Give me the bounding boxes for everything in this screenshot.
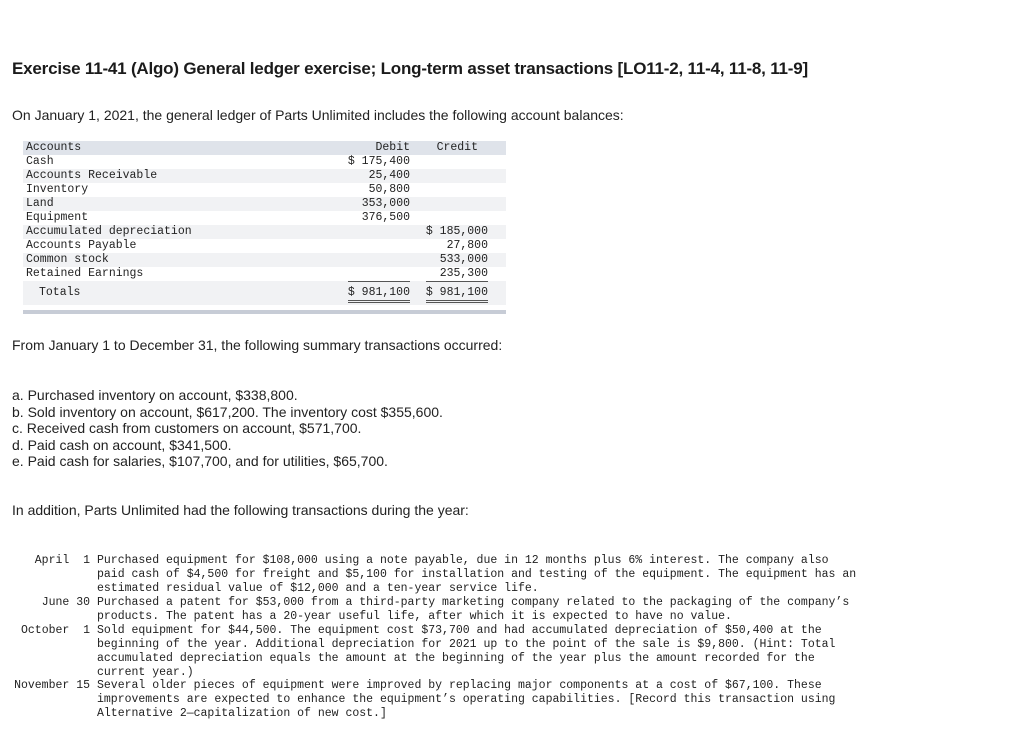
list-item: c. Received cash from customers on account, $571,700.	[12, 420, 362, 436]
transaction-date: October 1	[20, 624, 90, 637]
account-name: Equipment	[26, 211, 89, 224]
header-accounts: Accounts	[26, 141, 82, 154]
account-name: Accounts Receivable	[26, 169, 158, 182]
account-name: Land	[26, 197, 54, 210]
ledger-row	[23, 211, 506, 225]
list-item: d. Paid cash on account, $341,500.	[12, 436, 232, 453]
transaction-text: Sold equipment for $44,500. The equipment cost $73,700 and had accumulated depreciation of $50,400 at the beginning of the year. Additional depreciation for 2021 up to the point of the sale is $9,800. (Hint: Total accumulated depreciation equals the amount at the beginning of the year plus the amount recorded for the current year.)	[97, 624, 836, 679]
ledger-row	[23, 225, 506, 239]
ledger-bottom-border	[23, 310, 506, 314]
list-item: b. Sold inventory on account, $617,200. The inventory cost $355,600.	[12, 403, 443, 420]
ledger-header-row	[23, 141, 506, 155]
ledger-row	[23, 183, 506, 197]
transaction-text: Purchased a patent for $53,000 from a third-party marketing company related to the packaging of the company’s products. The patent has a 20-year useful life, after which it is expected to have no value.	[97, 596, 850, 623]
transaction-date: June 30	[41, 596, 90, 609]
credit-value: $ 185,000	[425, 225, 488, 238]
exercise-title: Exercise 11-41 (Algo) General ledger exercise; Long-term asset transactions [LO11-2, 11-4, 11-8, 11-9]	[12, 59, 808, 78]
summary-intro-text: From January 1 to December 31, the following summary transactions occurred:	[12, 337, 503, 353]
debit-value: 376,500	[361, 211, 410, 224]
credit-value: 27,800	[446, 239, 488, 252]
transaction-text: Several older pieces of equipment were improved by replacing major components at a cost of $67,100. These improvements are expected to enhance the equipment’s operating capabilities. [Record this transaction using Alternative 2—capitalization of new cost.]	[97, 679, 836, 720]
account-name: Common stock	[26, 253, 109, 266]
transaction-text: Purchased equipment for $108,000 using a note payable, due in 12 months plus 6% interest. The company also paid cash of $4,500 for freight and $5,100 for installation and testing of the equipment. The equipment has an estimated residual value of $12,000 and a ten-year service life.	[97, 554, 857, 595]
debit-value: 353,000	[361, 197, 410, 210]
ledger-row	[23, 197, 506, 211]
summary-transactions-list	[12, 387, 443, 470]
total-rule-credit	[426, 300, 488, 303]
addition-intro-text: In addition, Parts Unlimited had the following transactions during the year:	[12, 502, 469, 518]
header-debit: Debit	[375, 141, 410, 154]
ledger-row	[23, 239, 506, 253]
ledger-row	[23, 267, 506, 281]
total-credit: $ 981,100	[425, 286, 488, 299]
totals-label: Totals	[39, 286, 81, 299]
header-credit: Credit	[436, 141, 478, 154]
ledger-row	[23, 253, 506, 267]
account-name: Accounts Payable	[26, 239, 137, 252]
account-name: Cash	[26, 155, 54, 168]
debit-value: 50,800	[368, 183, 410, 196]
ledger-row	[23, 169, 506, 183]
ledger-table	[23, 141, 506, 305]
intro-text: On January 1, 2021, the general ledger of Parts Unlimited includes the following account balances:	[12, 107, 624, 123]
credit-value: 235,300	[439, 267, 488, 280]
debit-value: 25,400	[368, 169, 410, 182]
list-item: e. Paid cash for salaries, $107,700, and for utilities, $65,700.	[12, 453, 388, 469]
total-debit: $ 981,100	[347, 286, 410, 299]
debit-value: $ 175,400	[347, 155, 410, 168]
account-name: Accumulated depreciation	[26, 225, 192, 238]
ledger-row	[23, 155, 506, 169]
account-name: Retained Earnings	[26, 267, 144, 280]
transaction-date: November 15	[14, 679, 90, 692]
ledger-totals-row	[23, 281, 506, 305]
list-item: a. Purchased inventory on account, $338,800.	[12, 387, 298, 403]
account-name: Inventory	[26, 183, 89, 196]
credit-value: 533,000	[439, 253, 488, 266]
transaction-date: April 1	[34, 554, 90, 567]
total-rule-debit	[348, 300, 410, 303]
